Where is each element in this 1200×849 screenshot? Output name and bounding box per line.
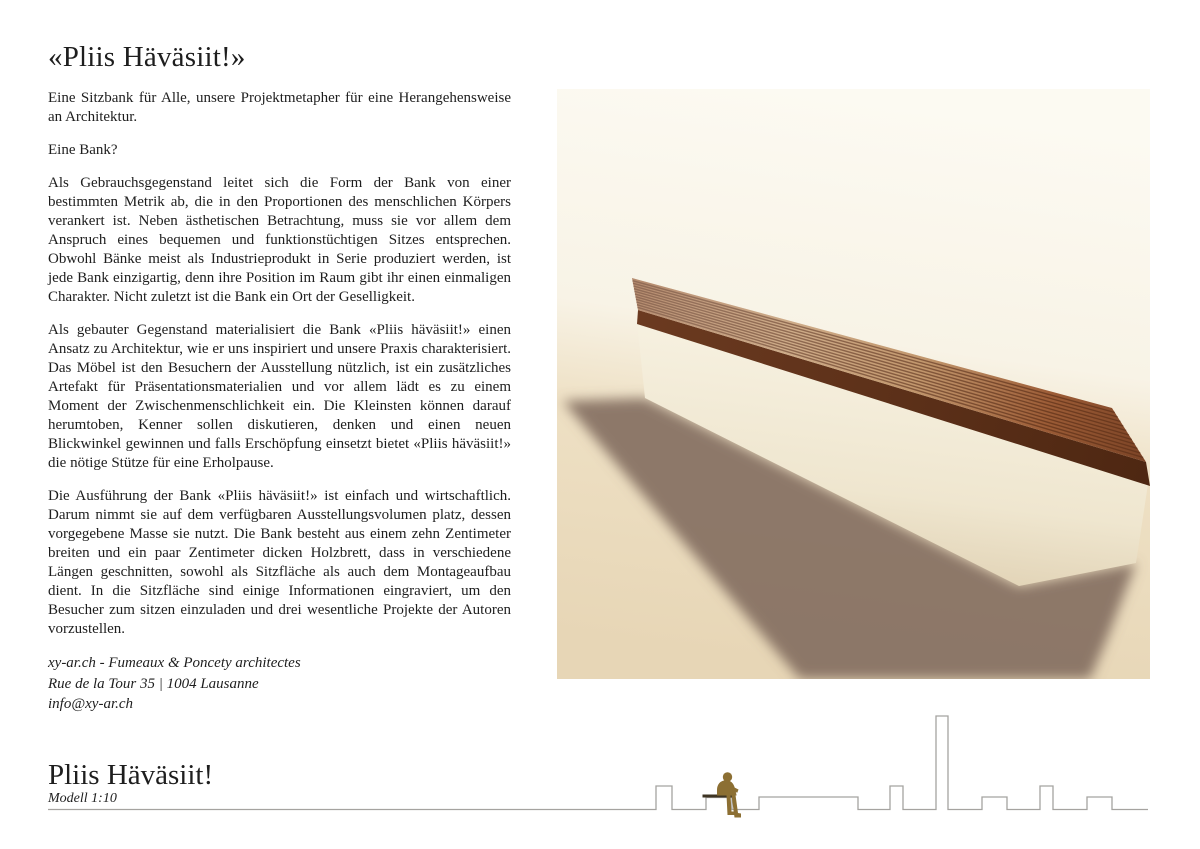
- paragraph-execution: Die Ausführung der Bank «Pliis häväsiit!» ist einfach und wirtschaftlich. Darum nimmt sie auf dem verfügbaren Ausstellungsvolumen platz, dessen vorgegebene Masse sie nutzt. Die Bank besteht aus einem zehn Zentimeter breiten und ein paar Zentimeter dicken Holzbrett, dass in verschiedene Längen geschnitten, sowohl als Sitzfläche als auch dem Montageaufbau dient. In die Sitzfläche sind einige Informationen eingraviert, um den Besucher zum sitzen einzuladen und drei wesentliche Projekte der Autoren vorzustellen.: [48, 488, 511, 637]
- footer-title: Pliis Häväsiit!: [48, 759, 214, 791]
- paragraph-form-of-bench: Als Gebrauchsgegenstand leitet sich die Form der Bank von einer bestimmten Metrik ab, die in den Proportionen des menschlichen Körpers verankert ist. Neben ästhetischen Betrachtung, muss sie vor allem dem Anspruch eines bequemen und funktionstüchtigen Sitzes entsprechen. Obwohl Bänke meist als Industrieprodukt in Serie produziert werden, ist jede Bank einzigartig, denn ihre Position im Raum gibt ihr einen einmaligen Charakter. Nicht zuletzt ist die Bank ein Ort der Geselligkeit.: [48, 175, 511, 305]
- contact-office: xy-ar.ch - Fumeaux & Poncety architectes: [48, 655, 301, 671]
- contact-address: Rue de la Tour 35 | 1004 Lausanne: [48, 675, 259, 692]
- article-column: [48, 40, 511, 715]
- skyline-outline: [48, 716, 1148, 810]
- bench-illustration: [557, 89, 1150, 679]
- paragraph-question: Eine Bank?: [48, 142, 118, 158]
- bench-model-photo: [557, 89, 1150, 679]
- paragraph-built-object: Als gebauter Gegenstand materialisiert die Bank «Pliis häväsiit!» einen Ansatz zu Architektur, wie er uns inspiriert und unsere Praxis charakterisiert. Das Möbel ist den Besuchern der Ausstellung nützlich, ist ein zusätzliches Artefakt für Präsentationsmaterialien und vor allem lädt es zu einem Moment der Zwischenmenschlichkeit ein. Die Kleinsten können darauf herumtoben, Kenner sollen diskutieren, denken und einen neuen Blickwinkel gewinnen und falls Erschöpfung einsetzt bietet «Pliis häväsiit!» die nötige Stütze für eine Erholpause.: [48, 322, 511, 471]
- page-title: «Pliis Häväsiit!»: [48, 41, 246, 73]
- skyline-drawing: [0, 700, 1200, 849]
- contact-email: info@xy-ar.ch: [48, 696, 134, 712]
- paragraph-intro: Eine Sitzbank für Alle, unsere Projektmetapher für eine Herangehensweise an Architektur.: [48, 90, 511, 125]
- footer-subtitle: Modell 1:10: [48, 791, 117, 806]
- sitting-person-icon: [717, 772, 741, 817]
